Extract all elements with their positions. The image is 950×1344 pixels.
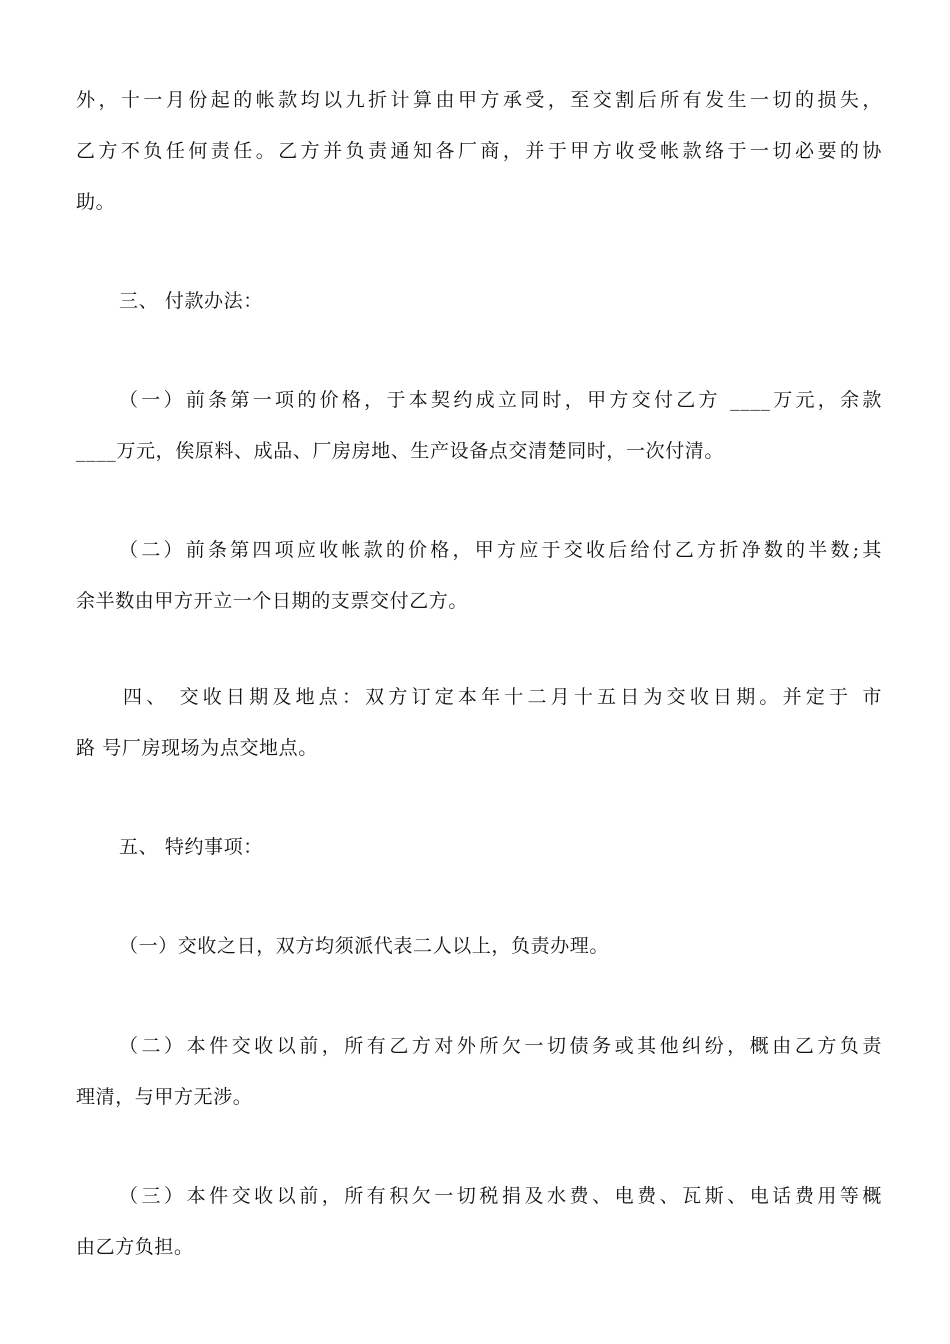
text-line: 理清，与甲方无涉。 xyxy=(76,1086,253,1108)
text-line: 由乙方负担。 xyxy=(76,1236,194,1258)
text-line: 外，十一月份起的帐款均以九折计算由甲方承受，至交割后所有发生一切的损失， xyxy=(76,89,882,111)
text-line: （一）前条第一项的价格，于本契约成立同时，甲方交付乙方 ____万元，余款 xyxy=(119,389,882,411)
section-heading-4 xyxy=(76,672,882,774)
section-heading-3 xyxy=(119,276,925,327)
text-line: （一）交收之日，双方均须派代表二人以上，负责办理。 xyxy=(119,935,610,957)
heading-text: 五、 特约事项： xyxy=(119,836,263,858)
paragraph-continuation xyxy=(76,75,882,228)
text-line: （二）前条第四项应收帐款的价格，甲方应于交收后给付乙方折净数的半数;其 xyxy=(119,539,882,561)
text-line: 路 号厂房现场为点交地点。 xyxy=(76,737,318,759)
text-line: （二）本件交收以前，所有乙方对外所欠一切债务或其他纠纷，概由乙方负责 xyxy=(119,1035,882,1057)
text-line: 四、 交收日期及地点：双方订定本年十二月十五日为交收日期。并定于 市 xyxy=(123,686,882,708)
text-line: （三）本件交收以前，所有积欠一切税捐及水费、电费、瓦斯、电话费用等概 xyxy=(119,1185,882,1207)
paragraph-payment-2 xyxy=(76,525,882,627)
text-line: 助。 xyxy=(76,191,116,213)
text-line: 乙方不负任何责任。乙方并负责通知各厂商，并于甲方收受帐款络于一切必要的协 xyxy=(76,140,882,162)
paragraph-payment-1 xyxy=(76,375,882,477)
text-line: ____万元，俟原料、成品、厂房房地、生产设备点交清楚同时，一次付清。 xyxy=(76,440,725,462)
paragraph-special-3 xyxy=(76,1171,882,1273)
text-line: 余半数由甲方开立一个日期的支票交付乙方。 xyxy=(76,590,469,612)
section-heading-5 xyxy=(119,822,925,873)
paragraph-special-1 xyxy=(119,921,925,972)
heading-text: 三、 付款办法： xyxy=(119,290,263,312)
paragraph-special-2 xyxy=(76,1021,882,1123)
